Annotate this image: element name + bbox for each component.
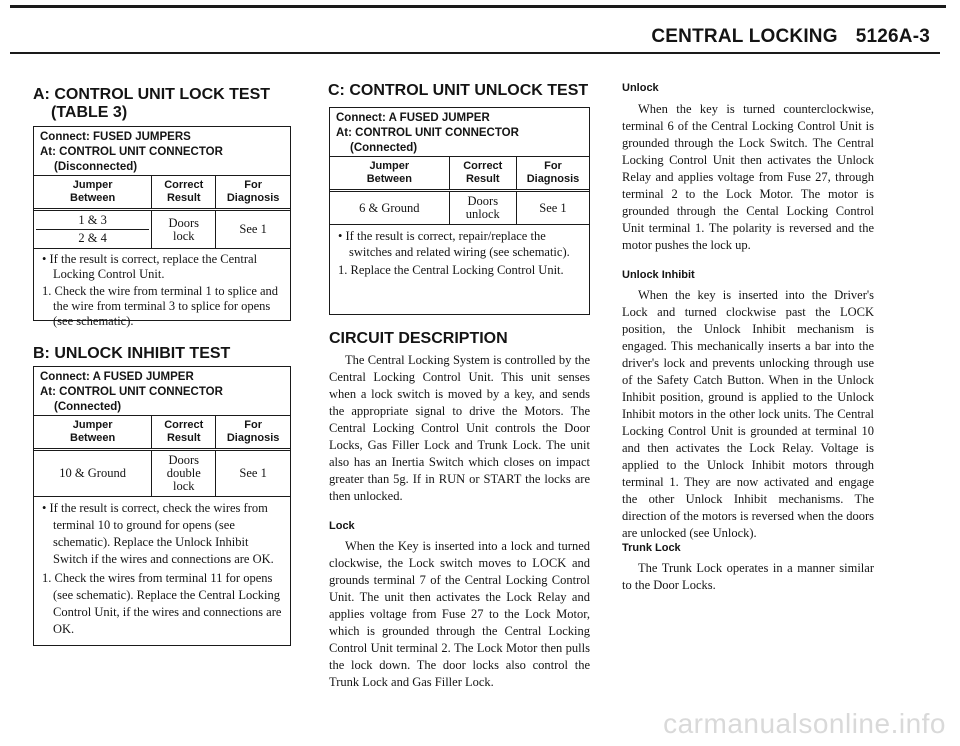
section-a-title-line2: (TABLE 3) (51, 104, 128, 121)
section-a-notes (34, 248, 290, 334)
section-b-note-bullet: • If the result is correct, check the wires from terminal 10 to ground for opens (see schematic). Replace the Unlock Inhibit Switch if the wires and connections are OK. (42, 501, 274, 566)
section-a-jumper-2: 2 & 4 (36, 229, 149, 245)
section-b-jumper-cell: 10 & Ground (34, 450, 152, 497)
section-b-col-result: Correct Result (152, 416, 216, 450)
section-a-connect: Connect: FUSED JUMPERS (40, 131, 191, 143)
section-c-jumper-cell: 6 & Ground (330, 191, 449, 225)
trunk-lock-title: Trunk Lock (622, 542, 681, 554)
section-c-diagnosis-cell: See 1 (516, 191, 589, 225)
section-c-test-box (329, 107, 590, 315)
section-a-col-result: Correct Result (152, 176, 216, 210)
section-b-table (34, 415, 290, 496)
circuit-description-text (329, 352, 590, 505)
section-a-diagnosis-cell: See 1 (216, 210, 290, 249)
page-header (651, 26, 930, 48)
section-b-state: (Connected) (54, 401, 122, 413)
section-a-note-bullet: • If the result is correct, replace the Central Locking Control Unit. (42, 252, 258, 281)
header-section: CENTRAL LOCKING (651, 26, 838, 47)
circuit-description-title: CIRCUIT DESCRIPTION (329, 330, 508, 347)
section-c-state: (Connected) (350, 142, 418, 154)
section-c-col-result: Correct Result (449, 157, 516, 191)
unlock-inhibit-title: Unlock Inhibit (622, 269, 695, 281)
table-row (330, 191, 589, 225)
section-c-notes (330, 224, 589, 283)
lock-text (329, 538, 590, 691)
section-b-col-diagnosis: For Diagnosis (216, 416, 290, 450)
section-a-jumper-1: 1 & 3 (78, 213, 107, 227)
section-c-col-jumper: Jumper Between (330, 157, 449, 191)
section-a-table (34, 175, 290, 248)
trunk-lock-text (622, 560, 874, 594)
section-a-title (33, 86, 270, 122)
section-b-diagnosis-cell: See 1 (216, 450, 290, 497)
header-rule (10, 52, 940, 54)
section-c-table (330, 156, 589, 224)
section-a-test-box (33, 126, 291, 328)
table-row (34, 450, 290, 497)
section-a-note-1: 1. Check the wire from terminal 1 to splice and the wire from terminal 3 to splice for opens (see schematic). (42, 284, 279, 328)
unlock-paragraph: When the key is turned counterclockwise, terminal 6 of the Central Locking Control Unit is grounded through the Lock Switch. The Central Locking Control Unit then activates the Unlock Relay and applies voltage from Fuse 27, through terminal 2 to the Lock Motor. The motor is grounded through the Cental Locking Control Unit terminal 1. The polarity is reversed and the motor pushes the lock up. (622, 102, 874, 252)
section-a-table-header (34, 176, 290, 210)
section-c-connect: Connect: A FUSED JUMPER (336, 112, 490, 124)
section-b-table-header (34, 416, 290, 450)
section-c-at: At: CONTROL UNIT CONNECTOR (336, 127, 519, 139)
section-b-result-cell: Doors double lock (152, 450, 216, 497)
unlock-title: Unlock (622, 82, 659, 94)
unlock-text (622, 101, 874, 254)
section-c-col-diagnosis: For Diagnosis (516, 157, 589, 191)
section-c-note-1: 1. Replace the Central Locking Control Unit. (338, 263, 564, 277)
top-rule (10, 5, 946, 8)
section-c-title: C: CONTROL UNIT UNLOCK TEST (328, 82, 589, 99)
section-b-test-box (33, 366, 291, 646)
section-b-connect: Connect: A FUSED JUMPER (40, 371, 194, 383)
circuit-description-paragraph: The Central Locking System is controlled by the Central Locking Control Unit. This unit senses when a lock switch is moved by a key, and sends the appropriate signal to drive the Motors. The Central Locking Control Unit controls the Door Locks, Gas Filler Lock and Trunk Lock. The unit also has an Inertia Switch which closes on impact greater than 5g. If in RUN or START the locks are then unlocked. (329, 353, 590, 503)
unlock-inhibit-paragraph: When the key is inserted into the Driver's Lock and turned clockwise past the LOCK position, the Unlock Inhibit mechanism is engaged. This mechanically inserts a bar into the driver's lock and prevents unlocking through use of the Safety Catch Button. When in the Unlock Inhibit position, ground is applied to the Unlock Inhibit motors in the other lock units. The Central Locking Control Unit is grounded at terminal 10 and then activates the Lock Relay. Voltage is applied to the Unlock Inhibit motors through terminal 1. They are now activated and engage the other Unlock Inhibit mechanisms. The direction of the motors is reversed when the doors are unlocked (see Unlock). (622, 288, 874, 540)
section-a-box-header (34, 127, 290, 175)
section-a-result-cell: Doors lock (152, 210, 216, 249)
section-c-box-header (330, 108, 589, 156)
unlock-inhibit-text (622, 287, 874, 542)
table-row (34, 210, 290, 249)
section-c-result-cell: Doors unlock (449, 191, 516, 225)
section-c-table-header (330, 157, 589, 191)
section-a-col-diagnosis: For Diagnosis (216, 176, 290, 210)
lock-title: Lock (329, 520, 355, 532)
section-c-note-bullet: • If the result is correct, repair/replace the switches and related wiring (see schematic). (338, 229, 570, 259)
header-page-number: 5126A-3 (855, 26, 930, 47)
section-b-box-header (34, 367, 290, 415)
section-a-at: At: CONTROL UNIT CONNECTOR (40, 146, 223, 158)
trunk-lock-paragraph: The Trunk Lock operates in a manner similar to the Door Locks. (622, 561, 874, 592)
lock-paragraph: When the Key is inserted into a lock and turned clockwise, the Lock switch moves to LOCK and grounds terminal 7 of the Central Locking Control Unit. The unit then activates the Lock Relay and applies voltage from Fuse 27 to the Lock Motor, which is grounded through the Central Locking Control Unit terminal 2. The Lock Motor then pulls the lock down. The door locks also control the Trunk Lock and Gas Filler Lock. (329, 539, 590, 689)
section-a-state: (Disconnected) (54, 161, 138, 173)
section-a-jumper-cell (34, 210, 152, 249)
section-b-at: At: CONTROL UNIT CONNECTOR (40, 386, 223, 398)
section-a-title-line1: A: CONTROL UNIT LOCK TEST (33, 86, 271, 103)
section-b-title: B: UNLOCK INHIBIT TEST (33, 345, 231, 362)
section-b-notes (34, 496, 290, 643)
watermark-text: carmanualsonline.info (663, 708, 946, 739)
section-b-note-1: 1. Check the wires from terminal 11 for opens (see schematic). Replace the Central Locking Control Unit, if the wires and connections are OK. (42, 571, 282, 636)
section-a-col-jumper: Jumper Between (34, 176, 152, 210)
section-b-col-jumper: Jumper Between (34, 416, 152, 450)
